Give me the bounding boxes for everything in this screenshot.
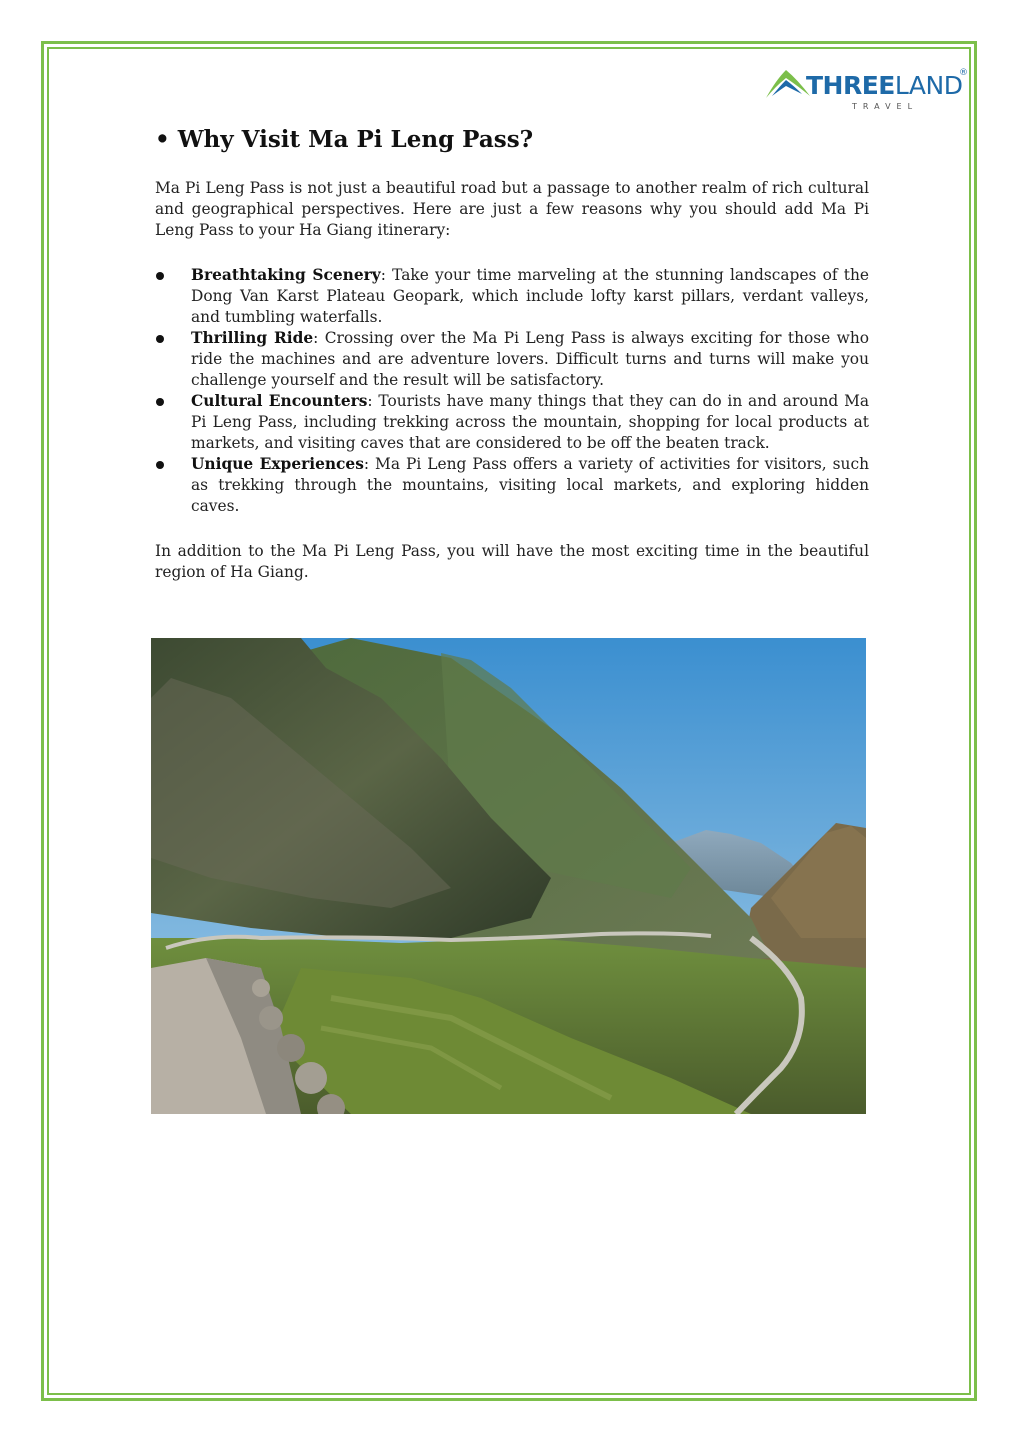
list-item-text: : Take your time marveling at the stunning landscapes of the Dong Van Karst Plateau Geopark, which include lofty karst pillars, verdant valleys, and tumbling waterfalls. bbox=[191, 266, 869, 326]
registered-mark: ® bbox=[959, 68, 968, 78]
heading-text: Why Visit Ma Pi Leng Pass? bbox=[177, 126, 534, 153]
intro-paragraph: Ma Pi Leng Pass is not just a beautiful road but a passage to another realm of rich cultural and geographical perspectives. Here are just a few reasons why you should add Ma Pi Leng Pass to your Ha Giang itinerary: bbox=[155, 179, 869, 239]
list-item-text: : Ma Pi Leng Pass offers a variety of activities for visitors, such as trekking through the mountains, visiting local markets, and exploring hidden caves. bbox=[191, 455, 869, 515]
bullet-dot-icon bbox=[156, 398, 164, 406]
bullet-dot-icon bbox=[156, 272, 164, 280]
list-item bbox=[155, 328, 869, 391]
list-item-title: Thrilling Ride bbox=[191, 329, 314, 347]
list-item-title: Breathtaking Scenery bbox=[191, 266, 381, 284]
bullet-dot-icon bbox=[156, 335, 164, 343]
logo-wordmark: THREELAND bbox=[806, 71, 963, 100]
threeland-logo bbox=[764, 66, 970, 114]
list-item-title: Cultural Encounters bbox=[191, 392, 368, 410]
list-item bbox=[155, 454, 869, 517]
article-body bbox=[155, 178, 869, 583]
list-item-text: : Tourists have many things that they can do in and around Ma Pi Leng Pass, including trekking across the mountain, shopping for local products at markets, and visiting caves that are considered to be off the beaten track. bbox=[191, 392, 869, 452]
closing-paragraph: In addition to the Ma Pi Leng Pass, you will have the most exciting time in the beautiful region of Ha Giang. bbox=[155, 542, 869, 581]
list-item-title: Unique Experiences bbox=[191, 455, 364, 473]
mountain-landscape-image bbox=[151, 638, 866, 1114]
section-heading bbox=[155, 124, 533, 156]
reasons-list bbox=[155, 265, 869, 517]
list-item bbox=[155, 391, 869, 454]
logo-subtitle: TRAVEL bbox=[852, 102, 919, 111]
list-item bbox=[155, 265, 869, 328]
bullet-dot-icon bbox=[156, 461, 164, 469]
list-item-text: : Crossing over the Ma Pi Leng Pass is always exciting for those who ride the machines and are adventure lovers. Difficult turns and turns will make you challenge yourself and the result will be satisfactory. bbox=[191, 329, 869, 389]
ma-pi-leng-photo bbox=[151, 638, 866, 1114]
heading-bullet: • bbox=[155, 126, 170, 153]
